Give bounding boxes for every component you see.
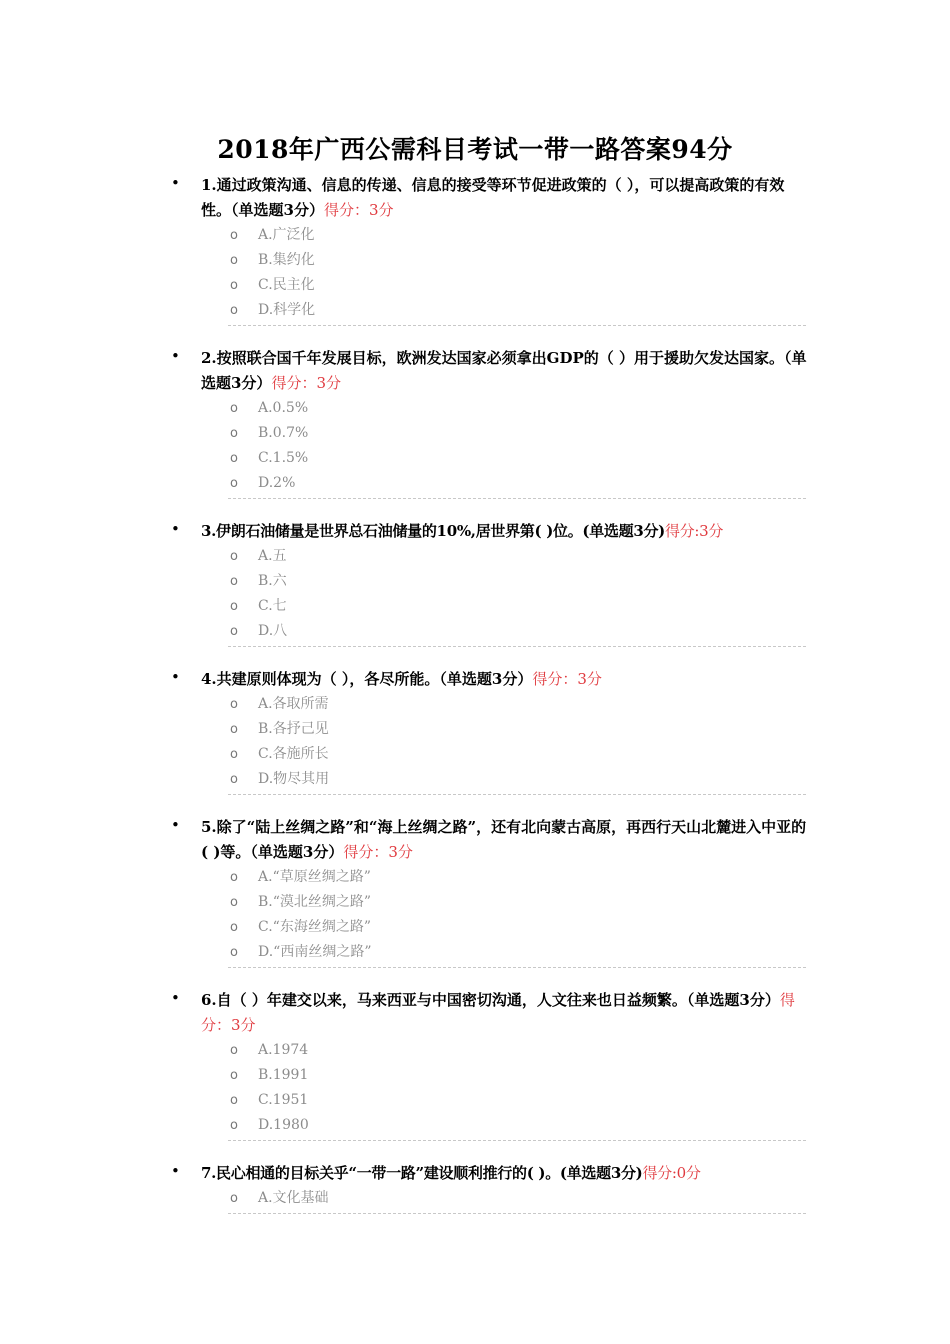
option-item[interactable] <box>168 421 813 446</box>
option-label: A.“草原丝绸之路” <box>258 869 371 885</box>
option-list <box>168 865 813 965</box>
option-label: D.物尽其用 <box>258 771 330 787</box>
circle-bullet-icon: o <box>230 426 238 441</box>
circle-bullet-icon: o <box>230 253 238 268</box>
option-item[interactable] <box>168 396 813 421</box>
question-prompt: 7.民心相通的目标关乎“一带一路”建设顺利推行的( )。(单选题3分) <box>201 1164 643 1182</box>
option-label: D.八 <box>258 623 288 639</box>
circle-bullet-icon: o <box>230 697 238 712</box>
circle-bullet-icon: o <box>230 895 238 910</box>
option-item[interactable] <box>168 865 813 890</box>
bullet-icon: • <box>171 668 180 686</box>
option-list <box>168 1186 813 1211</box>
option-label: C.各施所长 <box>258 746 329 762</box>
question-score: 得分：3分 <box>201 991 795 1034</box>
option-label: A.文化基础 <box>258 1190 329 1206</box>
circle-bullet-icon: o <box>230 599 238 614</box>
question-6 <box>168 988 813 1141</box>
question-prompt: 4.共建原则体现为（ ），各尽所能。（单选题3分） <box>201 670 533 688</box>
option-label: A.广泛化 <box>258 227 315 243</box>
option-item[interactable] <box>168 223 813 248</box>
option-item[interactable] <box>168 594 813 619</box>
option-item[interactable] <box>168 890 813 915</box>
option-item[interactable] <box>168 742 813 767</box>
option-item[interactable] <box>168 692 813 717</box>
question-prompt: 3.伊朗石油储量是世界总石油储量的10%,居世界第( )位。(单选题3分) <box>201 522 665 540</box>
circle-bullet-icon: o <box>230 722 238 737</box>
option-list <box>168 544 813 644</box>
circle-bullet-icon: o <box>230 1043 238 1058</box>
question-text <box>201 519 813 544</box>
circle-bullet-icon: o <box>230 451 238 466</box>
circle-bullet-icon: o <box>230 476 238 491</box>
circle-bullet-icon: o <box>230 945 238 960</box>
option-label: A.0.5% <box>258 400 309 416</box>
option-label: D.1980 <box>258 1117 309 1133</box>
bullet-icon: • <box>171 1162 180 1180</box>
divider <box>228 1213 806 1214</box>
option-item[interactable] <box>168 273 813 298</box>
question-score: 得分：3分 <box>323 201 394 219</box>
question-text <box>201 815 813 865</box>
option-list <box>168 223 813 323</box>
option-list <box>168 692 813 792</box>
question-1 <box>168 173 813 326</box>
question-text <box>201 667 813 692</box>
option-item[interactable] <box>168 1113 813 1138</box>
question-score: 得分：3分 <box>343 843 413 861</box>
circle-bullet-icon: o <box>230 278 238 293</box>
circle-bullet-icon: o <box>230 228 238 243</box>
circle-bullet-icon: o <box>230 747 238 762</box>
option-label: C.1.5% <box>258 450 309 466</box>
option-label: A.各取所需 <box>258 696 329 712</box>
option-label: D.科学化 <box>258 302 316 318</box>
option-label: B.集约化 <box>258 252 315 268</box>
question-text <box>201 1161 813 1186</box>
circle-bullet-icon: o <box>230 920 238 935</box>
option-item[interactable] <box>168 446 813 471</box>
option-item[interactable] <box>168 1088 813 1113</box>
question-text <box>201 988 813 1038</box>
option-item[interactable] <box>168 619 813 644</box>
option-item[interactable] <box>168 471 813 496</box>
option-label: B.“漠北丝绸之路” <box>258 894 372 910</box>
question-prompt: 1.通过政策沟通、信息的传递、信息的接受等环节促进政策的（ ），可以提高政策的有效性。（单选题3分） <box>201 176 785 219</box>
circle-bullet-icon: o <box>230 574 238 589</box>
question-5 <box>168 815 813 968</box>
bullet-icon: • <box>171 520 180 538</box>
question-3 <box>168 519 813 647</box>
question-text <box>201 346 813 396</box>
option-item[interactable] <box>168 940 813 965</box>
question-4 <box>168 667 813 795</box>
divider <box>228 498 806 499</box>
bullet-icon: • <box>171 347 180 365</box>
option-item[interactable] <box>168 298 813 323</box>
option-item[interactable] <box>168 767 813 792</box>
question-score: 得分:0分 <box>642 1164 701 1182</box>
circle-bullet-icon: o <box>230 303 238 318</box>
divider <box>228 646 806 647</box>
question-2 <box>168 346 813 499</box>
divider <box>228 794 806 795</box>
option-label: B.六 <box>258 573 287 589</box>
option-label: A.1974 <box>258 1042 309 1058</box>
circle-bullet-icon: o <box>230 870 238 885</box>
circle-bullet-icon: o <box>230 549 238 564</box>
circle-bullet-icon: o <box>230 1191 238 1206</box>
page-title: 2018年广西公需科目考试一带一路答案94分 <box>217 135 733 164</box>
question-prompt: 5.除了“陆上丝绸之路”和“海上丝绸之路”，还有北向蒙古高原，再西行天山北麓进入中亚的( )等。（单选题3分） <box>201 818 807 861</box>
question-score: 得分：3分 <box>271 374 341 392</box>
question-prompt: 2.按照联合国千年发展目标，欧洲发达国家必须拿出GDP的（ ）用于援助欠发达国家。（单选题3分） <box>201 349 807 392</box>
question-prompt: 6.自（ ）年建交以来，马来西亚与中国密切沟通，人文往来也日益频繁。（单选题3分） <box>201 991 780 1009</box>
option-label: B.0.7% <box>258 425 309 441</box>
option-item[interactable] <box>168 544 813 569</box>
divider <box>228 1140 806 1141</box>
question-score: 得分：3分 <box>532 670 602 688</box>
option-item[interactable] <box>168 717 813 742</box>
question-text <box>201 173 813 223</box>
option-item[interactable] <box>168 569 813 594</box>
option-list <box>168 1038 813 1138</box>
bullet-icon: • <box>171 174 180 192</box>
option-label: C.七 <box>258 598 287 614</box>
option-label: A.五 <box>258 548 287 564</box>
option-label: C.1951 <box>258 1092 309 1108</box>
option-label: C.民主化 <box>258 277 315 293</box>
circle-bullet-icon: o <box>230 1118 238 1133</box>
option-item[interactable] <box>168 1186 813 1211</box>
option-item[interactable] <box>168 915 813 940</box>
option-label: C.“东海丝绸之路” <box>258 919 371 935</box>
option-item[interactable] <box>168 1038 813 1063</box>
question-7 <box>168 1161 813 1214</box>
divider <box>228 967 806 968</box>
bullet-icon: • <box>171 989 180 1007</box>
option-label: D.2% <box>258 475 296 491</box>
option-label: B.各抒己见 <box>258 721 329 737</box>
option-list <box>168 396 813 496</box>
option-label: B.1991 <box>258 1067 309 1083</box>
bullet-icon: • <box>171 816 180 834</box>
circle-bullet-icon: o <box>230 624 238 639</box>
divider <box>228 325 806 326</box>
option-item[interactable] <box>168 248 813 273</box>
circle-bullet-icon: o <box>230 1093 238 1108</box>
option-label: D.“西南丝绸之路” <box>258 944 372 960</box>
circle-bullet-icon: o <box>230 401 238 416</box>
option-item[interactable] <box>168 1063 813 1088</box>
question-score: 得分:3分 <box>664 522 724 540</box>
circle-bullet-icon: o <box>230 772 238 787</box>
circle-bullet-icon: o <box>230 1068 238 1083</box>
